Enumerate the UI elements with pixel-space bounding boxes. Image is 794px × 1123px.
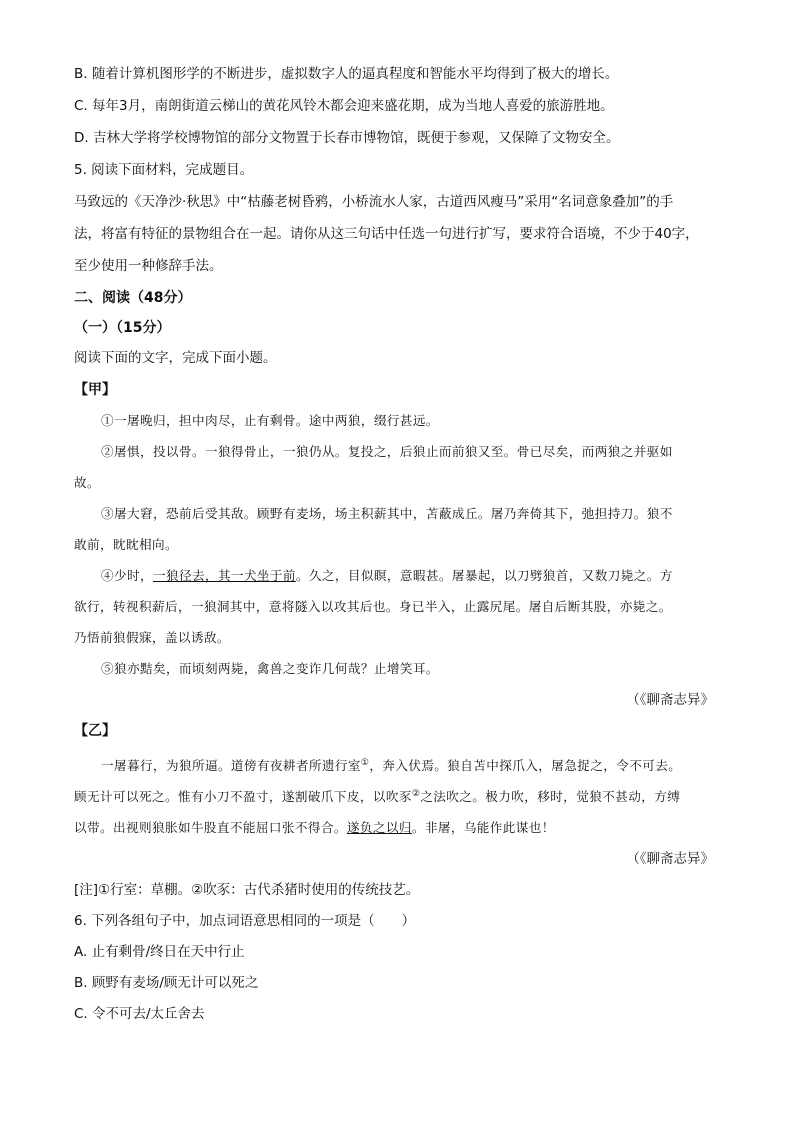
option-b: B. 随着计算机图形学的不断进步，虚拟数字人的逼真程度和智能水平均得到了极大的增长。 [74, 66, 619, 82]
footnote-marker: ① [360, 757, 370, 768]
passage-jia-paragraph: ⑤狼亦黠矣，而顷刻两毙，禽兽之变诈几何哉？止增笑耳。 [101, 661, 439, 676]
passage-jia-paragraph: 乃悟前狼假寐，盖以诱敌。 [74, 630, 230, 645]
underlined-sentence: 一狼径去，其一犬坐于前 [152, 568, 296, 583]
passage-jia-paragraph: 欲行，转视积薪后，一狼洞其中，意将隧入以攻其后也。身已半入，止露尻尾。屠自后断其股，亦毙之。 [74, 599, 672, 614]
question-6-option-b: B. 顾野有麦场/顾无计可以死之 [74, 975, 259, 991]
question-6-title: 6. 下列各组句子中，加点词语意思相同的一项是（ ） [74, 913, 416, 929]
passage-jia-paragraph: ③屠大窘，恐前后受其敌。顾野有麦场，场主积薪其中，苫蔽成丘。屠乃奔倚其下，弛担持刀。狼不 [101, 506, 673, 521]
question-6-option-c: C. 令不可去/太丘舍去 [74, 1006, 205, 1022]
question-5-line: 马致远的《天净沙·秋思》中“枯藤老树昏鸦，小桥流水人家，古道西风瘦马”采用“名词意象叠加”的手 [74, 194, 674, 210]
annotation-notes: [注]①行室：草棚。②吹豕：古代杀猪时使用的传统技艺。 [74, 882, 420, 898]
passage-jia-label: 【甲】 [74, 382, 116, 398]
question-5-line: 至少使用一种修辞手法。 [74, 258, 223, 274]
question-5-line: 法，将富有特征的景物组合在一起。请你从这三句话中任选一句进行扩写，要求符合语境，不少于40字， [74, 226, 699, 242]
passage-jia-paragraph: 敢前，眈眈相向。 [74, 537, 178, 552]
passage-jia-paragraph: ②屠惧，投以骨。一狼得骨止，一狼仍从。复投之，后狼止而前狼又至。骨已尽矣，而两狼之并驱如 [101, 444, 673, 459]
passage-jia-paragraph: ④少时，一狼径去，其一犬坐于前。久之，目似瞑，意暇甚。屠暴起，以刀劈狼首，又数刀毙之。方 [101, 568, 673, 583]
passage-yi-line: 顾无计可以死之。惟有小刀不盈寸，遂割破爪下皮，以吹豕②之法吹之。极力吹，移时，觉狼不甚动，方缚 [74, 788, 681, 804]
passage-yi-line: 以带。出视则狼胀如牛股直不能屈口张不得合。遂负之以归。非屠，乌能作此谋也！ [74, 820, 555, 835]
reading-instruction: 阅读下面的文字，完成下面小题。 [74, 350, 277, 366]
question-5-title: 5. 阅读下面材料，完成题目。 [74, 162, 254, 178]
part-heading: （一）（15分） [74, 320, 171, 336]
section-heading: 二、阅读（48分） [74, 290, 192, 306]
passage-jia-paragraph: ①一屠晚归，担中肉尽，止有剩骨。途中两狼，缀行甚远。 [101, 413, 439, 428]
option-d: D. 吉林大学将学校博物馆的部分文物置于长春市博物馆，既便于参观，又保障了文物安全。 [74, 130, 620, 146]
passage-jia-source: （《聊斋志异》 [626, 692, 714, 708]
passage-yi-source: （《聊斋志异》 [626, 851, 714, 867]
passage-yi-label: 【乙】 [74, 723, 116, 739]
passage-yi-line: 一屠暮行，为狼所逼。道傍有夜耕者所遗行室①，奔入伏焉。狼自苫中探爪入，屠急捉之，令不可去。 [101, 757, 682, 773]
passage-jia-paragraph: 故。 [74, 475, 100, 490]
option-c: C. 每年3月，南朗街道云梯山的黄花风铃木都会迎来盛花期，成为当地人喜爱的旅游胜地。 [74, 98, 614, 114]
question-6-option-a: A. 止有剩骨/终日在天中行止 [74, 944, 245, 960]
underlined-sentence: 遂负之以归 [346, 820, 412, 835]
footnote-marker: ② [411, 788, 421, 799]
